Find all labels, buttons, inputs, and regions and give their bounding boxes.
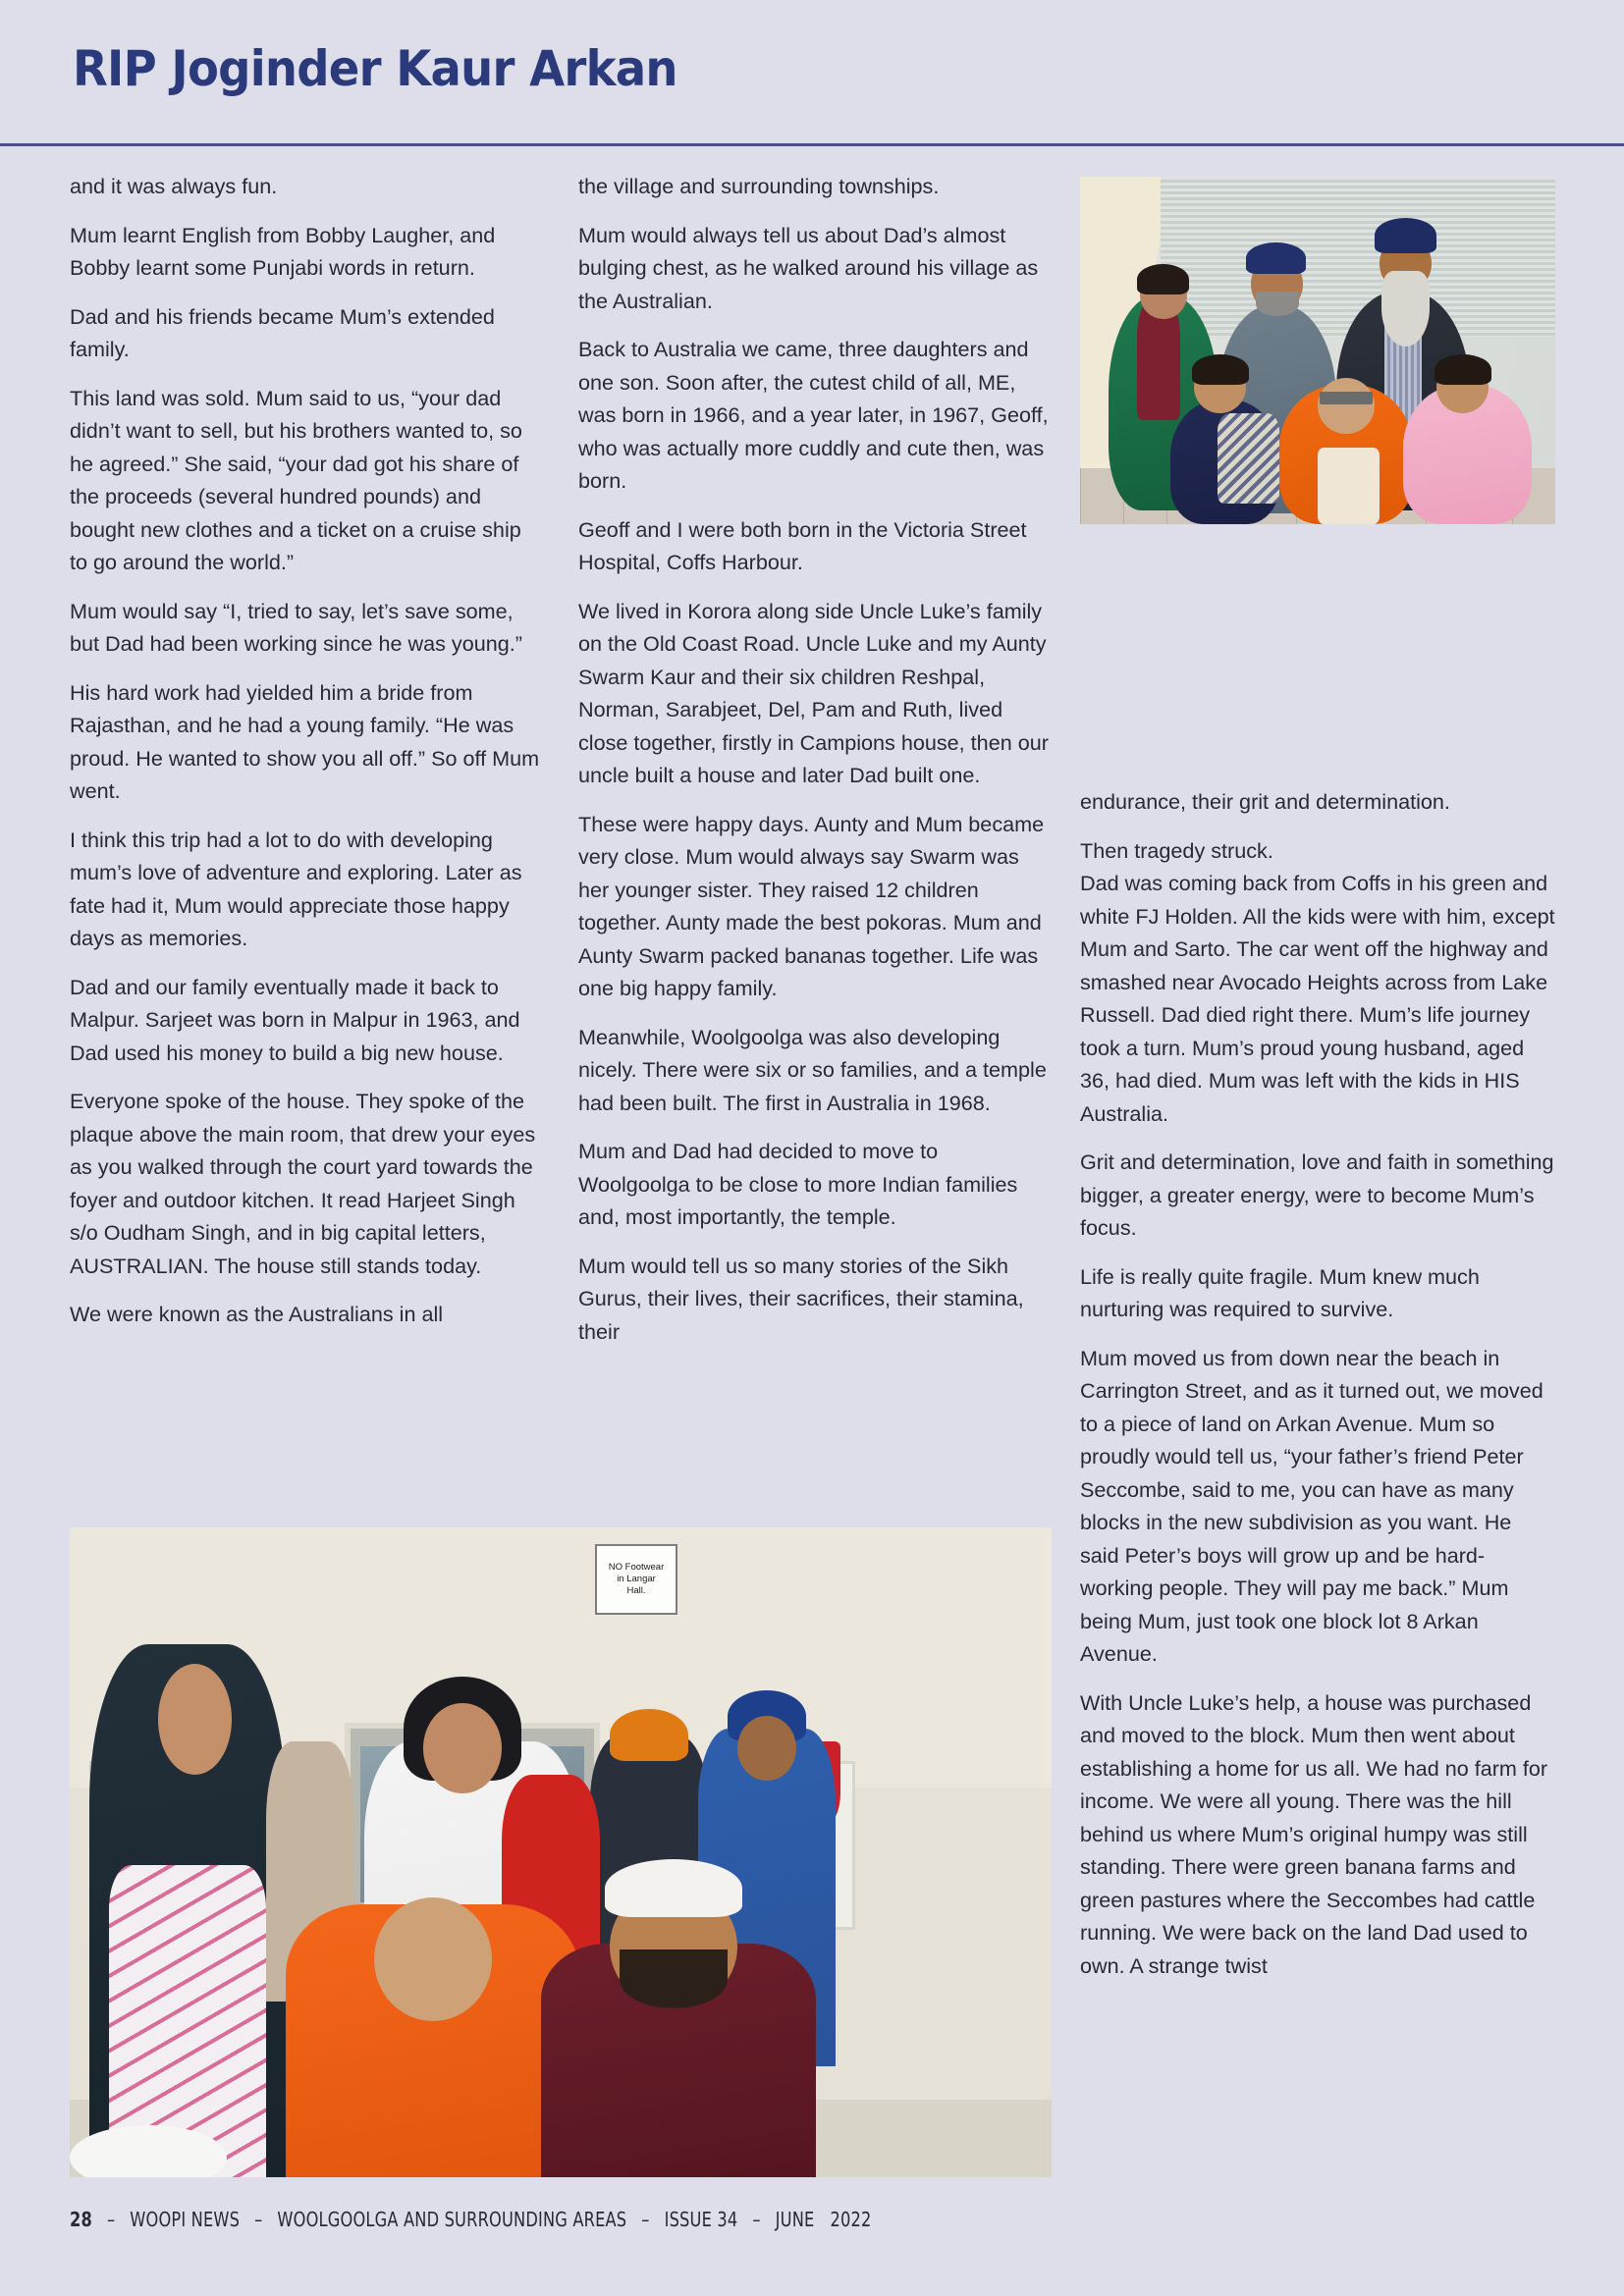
paragraph: Geoff and I were both born in the Victoria Street Hospital, Coffs Harbour.	[578, 516, 1027, 574]
dark-beard	[620, 1949, 728, 2008]
paragraph: Meanwhile, Woolgoolga was also developing nicely. There were six or so families, and a temple had been built. The first in Australia in 1968.	[578, 1024, 1047, 1115]
face	[737, 1716, 796, 1781]
paragraph: Mum would say “I, tried to say, let’s save some, but Dad had been working since he was young.”	[70, 598, 522, 656]
sign-line-3: Hall.	[626, 1584, 646, 1596]
text-column-3	[1080, 785, 1555, 1998]
paragraph: endurance, their grit and determination.	[1080, 789, 1450, 814]
hair	[1192, 354, 1249, 386]
paragraph: I think this trip had a lot to do with developing mum’s love of adventure and exploring. Later as fate had it, Mum would appreciate those happy days as memories.	[70, 827, 522, 950]
footer-separator: –	[752, 2208, 761, 2231]
page-footer	[70, 2208, 1383, 2241]
sign-line-1: NO Footwear	[608, 1561, 665, 1573]
face	[423, 1703, 502, 1794]
no-footwear-sign	[595, 1544, 677, 1614]
footer-separator: –	[254, 2208, 263, 2231]
paragraph: This land was sold. Mum said to us, “your dad didn’t want to sell, but his brothers wanted to, so he agreed.” She said, “your dad got his share of the proceeds (several hundred pounds) and bought new clothes and a ticket on a cruise ship to go around the world.”	[70, 385, 522, 574]
paragraph: Dad was coming back from Coffs in his green and white FJ Holden. All the kids were with him, except Mum and Sarto. The car went off the highway and smashed near Avocado Heights across from Lake Russell. Dad died right there. Mum’s life journey took a turn. Mum’s proud young husband, aged 36, had died. Mum was left with the kids in HIS Australia.	[1080, 871, 1555, 1126]
footer-issue: ISSUE 34	[664, 2208, 738, 2231]
page-title: RIP Joginder Kaur Arkan	[73, 40, 677, 97]
paragraph: With Uncle Luke’s help, a house was purchased and moved to the block. Mum then went about establishing a home for us all. We had no farm for income. We were all young. There was the hill behind us where Mum’s original humpy was still standing. There were green banana farms and green pastures where the Seccombes had cattle running. We were back on the land Dad used to own. A strange twist	[1080, 1689, 1548, 1978]
footer-month: JUNE	[775, 2208, 815, 2231]
text-column-1	[70, 170, 541, 1347]
paragraph: the village and surrounding townships.	[578, 174, 940, 198]
paragraph: Mum would tell us so many stories of the Sikh Gurus, their lives, their sacrifices, their stamina, their	[578, 1253, 1024, 1344]
family-group-photo	[1080, 177, 1555, 524]
sign-line-2: in Langar	[617, 1573, 656, 1584]
patterned-scarf	[1218, 413, 1279, 504]
paragraph: Dad and our family eventually made it back to Malpur. Sarjeet was born in Malpur in 1963, and Dad used his money to build a big new house.	[70, 974, 520, 1065]
navy-turban	[1246, 242, 1306, 274]
navy-turban	[1375, 218, 1436, 252]
header-divider	[0, 143, 1624, 146]
orange-turban	[610, 1709, 688, 1761]
footer-page-number: 28	[70, 2208, 92, 2231]
paragraph: Everyone spoke of the house. They spoke of the plaque above the main room, that drew your eyes as you walked through the court yard towards the foyer and outdoor kitchen. It read Harjeet Singh s/o Oudham Singh, and in big capital letters, AUSTRALIAN. The house still stands today.	[70, 1089, 536, 1278]
face	[1318, 378, 1375, 434]
paragraph: Dad and his friends became Mum’s extended family.	[70, 303, 495, 361]
paragraph: Mum and Dad had decided to move to Woolgoolga to be close to more Indian families and, most importantly, the temple.	[578, 1139, 1018, 1229]
paragraph: Back to Australia we came, three daughters and one son. Soon after, the cutest child of all, ME, was born in 1966, and a year later, in 1967, Geoff, who was actually more cuddly and cute then, was born.	[578, 337, 1049, 493]
face	[158, 1664, 232, 1775]
footer-area: WOOLGOOLGA AND SURROUNDING AREAS	[277, 2208, 627, 2231]
paragraph: Then tragedy struck.	[1080, 837, 1273, 863]
paragraph: Grit and determination, love and faith in something bigger, a greater energy, were to become Mum’s focus.	[1080, 1149, 1554, 1240]
paragraph: These were happy days. Aunty and Mum became very close. Mum would always say Swarm was her younger sister. They raised 12 children together. Aunty made the best pokoras. Mum and Aunty Swarm packed bananas together. Life was one big happy family.	[578, 811, 1045, 1000]
eyeglasses	[1320, 392, 1372, 403]
white-beard	[1381, 271, 1429, 347]
hair	[1137, 264, 1189, 295]
paragraph: Mum would always tell us about Dad’s almost bulging chest, as he walked around his village as the Australian.	[578, 222, 1039, 313]
text-column-2	[578, 170, 1052, 1363]
footer-year: 2022	[830, 2208, 872, 2231]
langar-hall-photo	[70, 1527, 1052, 2177]
face	[374, 1897, 492, 2021]
hair	[1435, 354, 1491, 386]
white-patka	[605, 1859, 742, 1918]
paragraph: We were known as the Australians in all	[70, 1302, 444, 1326]
paragraph: We lived in Korora along side Uncle Luke’s family on the Old Coast Road. Uncle Luke and my Aunty Swarm Kaur and their six children Reshpal, Norman, Sarabjeet, Del, Pam and Ruth, lived close together, firstly in Campions house, then our uncle built a house and later Dad built one.	[578, 598, 1049, 787]
grey-beard	[1256, 292, 1299, 316]
masthead	[0, 0, 1624, 149]
paragraph: His hard work had yielded him a bride from Rajasthan, and he had a young family. “He was proud. He wanted to show you all off.” So off Mum went.	[70, 679, 540, 803]
footer-publication: WOOPI NEWS	[130, 2208, 241, 2231]
paragraph: Mum moved us from down near the beach in Carrington Street, and as it turned out, we moved to a piece of land on Arkan Avenue. Mum so proudly would tell us, “your father’s friend Peter Seccombe, said to me, you can have as many blocks in the new subdivision as you want. He said Peter’s boys will grow up and be hard-working people. They will pay me back.” Mum being Mum, just took one block lot 8 Arkan Avenue.	[1080, 1345, 1543, 1666]
footer-separator: –	[106, 2208, 116, 2231]
paragraph: Life is really quite fragile. Mum knew much nurturing was required to survive.	[1080, 1263, 1480, 1321]
maroon-dupatta	[1137, 301, 1180, 419]
paragraph: and it was always fun.	[70, 174, 278, 198]
paragraph: Mum learnt English from Bobby Laugher, and Bobby learnt some Punjabi words in return.	[70, 222, 496, 280]
footer-separator: –	[641, 2208, 650, 2231]
cream-kurta	[1318, 448, 1380, 524]
